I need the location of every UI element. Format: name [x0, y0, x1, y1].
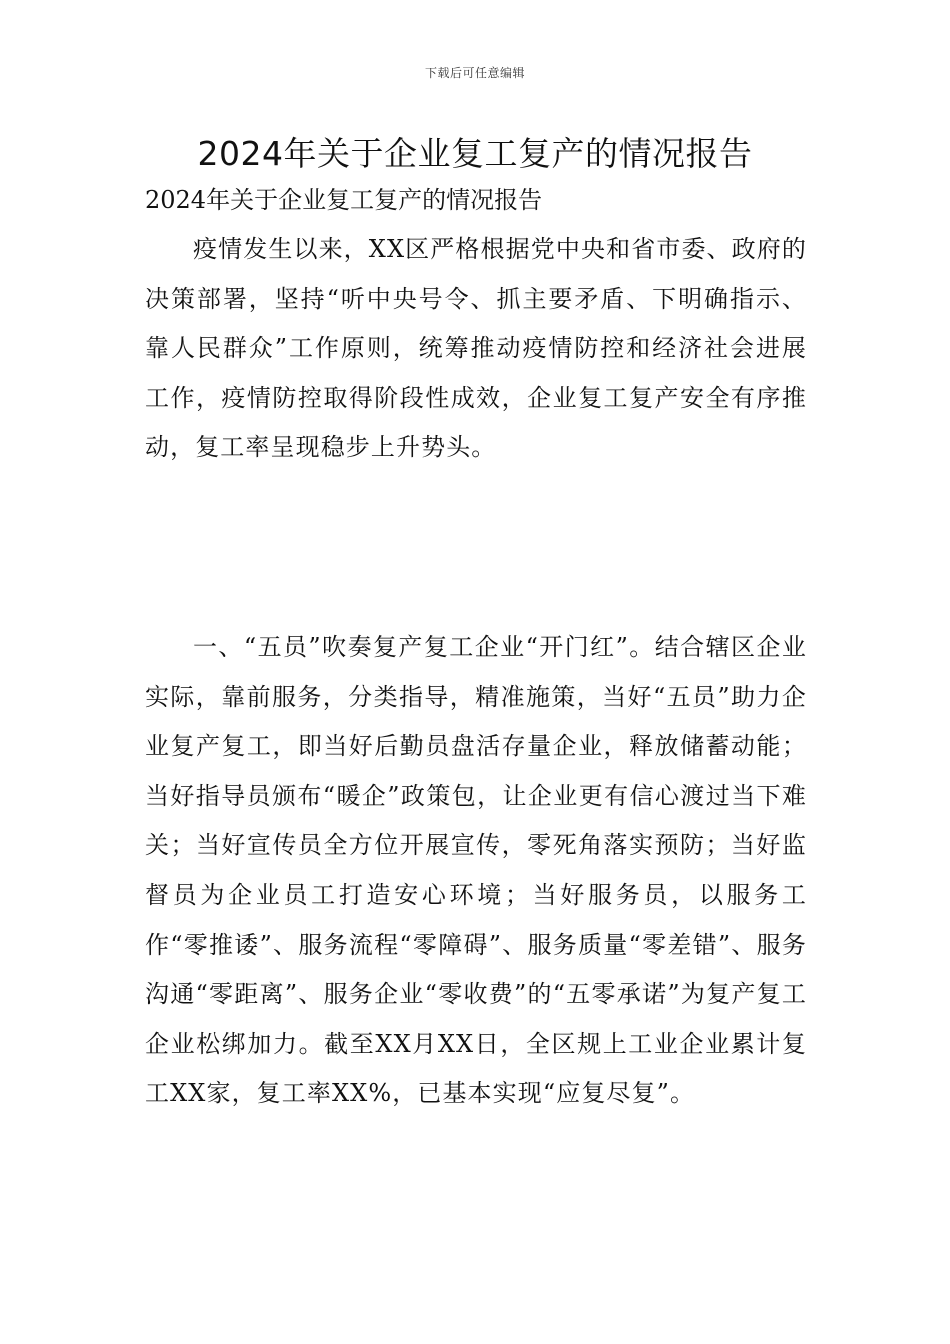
document-title: 2024年关于企业复工复产的情况报告 — [197, 134, 753, 173]
document-subtitle: 2024年关于企业复工复产的情况报告 — [145, 186, 543, 214]
header-note: 下载后可任意编辑 — [424, 66, 525, 80]
paragraph-section-one: 一、“五员”吹奏复产复工企业“开门红”。结合辖区企业实际，靠前服务，分类指导，精准施策，当好“五员”助力企业复产复工，即当好后勤员盘活存量企业，释放储蓄动能；当好指导员颁布“暖企”政策包，让企业更有信心渡过当下难关；当好宣传员全方位开展宣传，零死角落实预防；当好监督员为企业员工打造安心环境；当好服务员，以服务工作“零推诿”、服务流程“零障碍”、服务质量“零差错”、服务沟通“零距离”、服务企业“零收费”的“五零承诺”为复产复工企业松绑加力。截至XX月XX日，全区规上工业企业累计复工XX家，复工率XX%，已基本实现“应复尽复”。 — [145, 633, 807, 1108]
paragraph-intro: 疫情发生以来，XX区严格根据党中央和省市委、政府的决策部署，坚持“听中央号令、抓主要矛盾、下明确指示、靠人民群众”工作原则，统筹推动疫情防控和经济社会进展工作，疫情防控取得阶段性成效，企业复工复产安全有序推动，复工率呈现稳步上升势头。 — [145, 235, 807, 462]
